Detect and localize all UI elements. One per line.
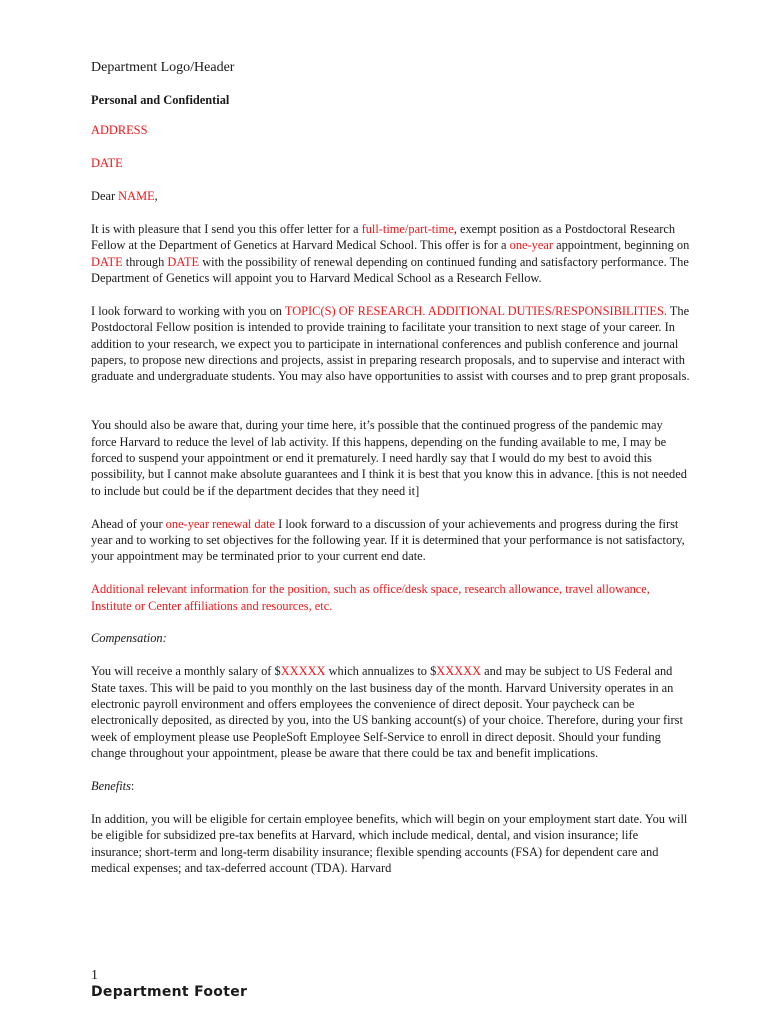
paragraph-compensation: You will receive a monthly salary of $XXXXX which annualizes to $XXXXX and may be subject to US Federal and State taxes. This will be paid to you monthly on the last business day of the month. Harvard University operates in an electronic payroll environment and offers employees the convenience of direct deposit. Your paycheck can be electronically deposited, as directed by you, into the US banking account(s) of your choice. Therefore, during your first week of employment please use PeopleSoft Employee Self-Service to enroll in direct deposit. Should your funding change throughout your appointment, please be aware that there could be tax and benefit implications. (91, 664, 683, 761)
paragraph-additional-info: Additional relevant information for the position, such as office/desk space, research allowance, travel allowance, Institute or Center affiliations and resources, etc. (91, 582, 650, 613)
confidential-label: Personal and Confidential (91, 93, 230, 107)
address-placeholder: ADDRESS (91, 123, 148, 138)
paragraph-offer: It is with pleasure that I send you this offer letter for a full-time/part-time, exempt position as a Postdoctoral Research Fellow at the Department of Genetics at Harvard Medical School. This offer is for a one-year appointment, beginning on DATE through DATE with the possibility of renewal depending on continued funding and satisfactory performance. The Department of Genetics will appoint you to Harvard Medical School as a Research Fellow. (91, 221, 690, 286)
department-header: Department Logo/Header (91, 60, 235, 75)
letter-body (91, 58, 691, 893)
benefits-heading: Benefits: (91, 779, 135, 794)
paragraph-research: I look forward to working with you on TOPIC(S) OF RESEARCH. ADDITIONAL DUTIES/RESPONSIBILITIES. The Postdoctoral Fellow position is intended to provide training to facilitate your transition to next stage of your career. In addition to your research, we expect you to participate in international conferences and publish conference and journal papers, to propose new directions and projects, assist in preparing research proposals, and to supervise and interact with graduate and undergraduate students. You may also have opportunities to assist with courses and to prep grant proposals. (91, 303, 690, 384)
paragraph-renewal: Ahead of your one-year renewal date I look forward to a discussion of your achievements and progress during the first year and to working to set objectives for the following year. If it is determined that your performance is not satisfactory, your appointment may be terminated prior to your current end date. (91, 516, 685, 564)
compensation-heading: Compensation: (91, 631, 167, 646)
department-footer: Department Footer (91, 984, 248, 1000)
paragraph-benefits: In addition, you will be eligible for certain employee benefits, which will begin on your employment start date. You will be eligible for subsidized pre-tax benefits at Harvard, which include medical, dental, and vision insurance; life insurance; short-term and long-term disability insurance; flexible spending accounts (FSA) for dependent care and medical expenses; and tax-deferred account (TDA). Harvard (91, 811, 688, 876)
date-placeholder: DATE (91, 156, 123, 171)
paragraph-pandemic: You should also be aware that, during your time here, it’s possible that the continued progress of the pandemic may force Harvard to reduce the level of lab activity. If this happens, depending on the funding available to me, I may be forced to suspend your appointment or end it prematurely. I need hardly say that I would do my best to avoid this possibility, but I cannot make absolute guarantees and I think it is best that you know this in advance. [this is not needed to include but could be if the department decides that they need it] (91, 418, 687, 498)
page-number: 1 (91, 968, 98, 983)
greeting: Dear NAME, (91, 189, 158, 203)
name-placeholder: NAME (118, 189, 155, 203)
